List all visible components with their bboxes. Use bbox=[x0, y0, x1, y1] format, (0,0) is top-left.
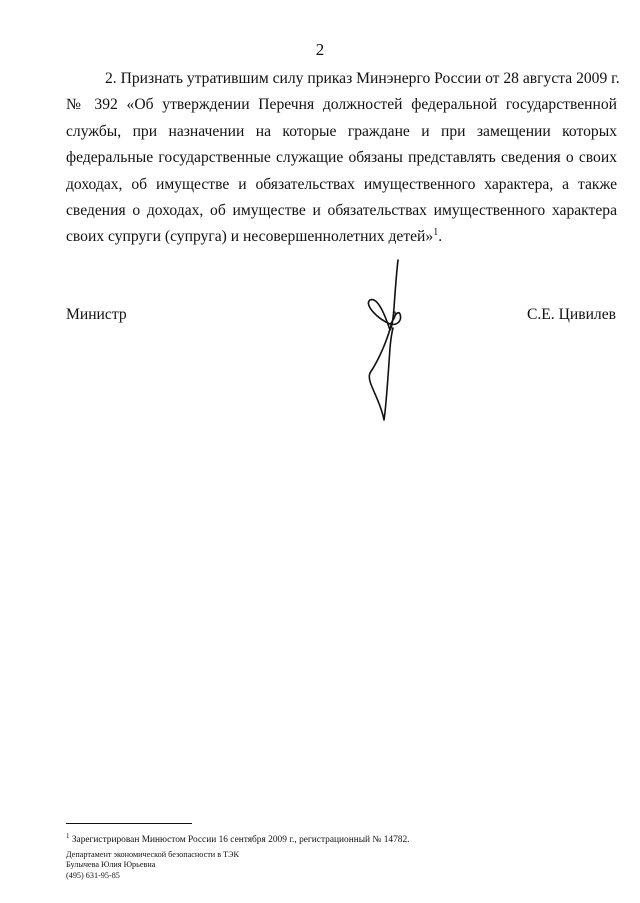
paragraph-end-punct: . bbox=[438, 228, 443, 246]
handwritten-signature bbox=[340, 258, 420, 428]
paragraph-line: федеральные государственные служащие обязаны представлять сведения о своих bbox=[66, 149, 617, 167]
signatory-role: Министр bbox=[66, 306, 127, 323]
paragraph-line: службы, при назначении на которые граждане и при замещении которых bbox=[66, 122, 617, 140]
paragraph-line: сведения о доходах, об имуществе и обязательствах имущественного характера bbox=[66, 202, 617, 220]
paragraph-line-text: своих супруги (супруга) и несовершеннолетних детей» bbox=[66, 228, 434, 246]
executor-department: Департамент экономической безопасности в ТЭК bbox=[66, 850, 240, 859]
footnote-reference: 1 bbox=[433, 227, 439, 239]
order-paragraph bbox=[66, 66, 620, 251]
paragraph-line: № 392 «Об утверждении Перечня должностей федеральной государственной bbox=[66, 96, 617, 114]
executor-person: Булычева Юлия Юрьевна bbox=[66, 860, 156, 870]
footnote-text: Зарегистрирован Минюстом России 16 сентября 2009 г., регистрационный № 14782. bbox=[71, 835, 410, 845]
paragraph-line: доходах, об имуществе и обязательствах имущественного характера, а также bbox=[66, 175, 617, 193]
footnote-divider bbox=[66, 823, 192, 824]
paragraph-last-line bbox=[66, 224, 617, 250]
executor-info bbox=[66, 850, 239, 881]
footnote bbox=[66, 831, 410, 846]
page-number: 2 bbox=[315, 40, 325, 59]
signatory-name: С.Е. Цивилев bbox=[526, 306, 616, 323]
footnote-marker: 1 bbox=[66, 831, 70, 840]
paragraph-line: 2. Признать утратившим силу приказ Минэнерго России от 28 августа 2009 г. bbox=[105, 70, 620, 87]
executor-phone: (495) 631-95-85 bbox=[66, 870, 120, 880]
